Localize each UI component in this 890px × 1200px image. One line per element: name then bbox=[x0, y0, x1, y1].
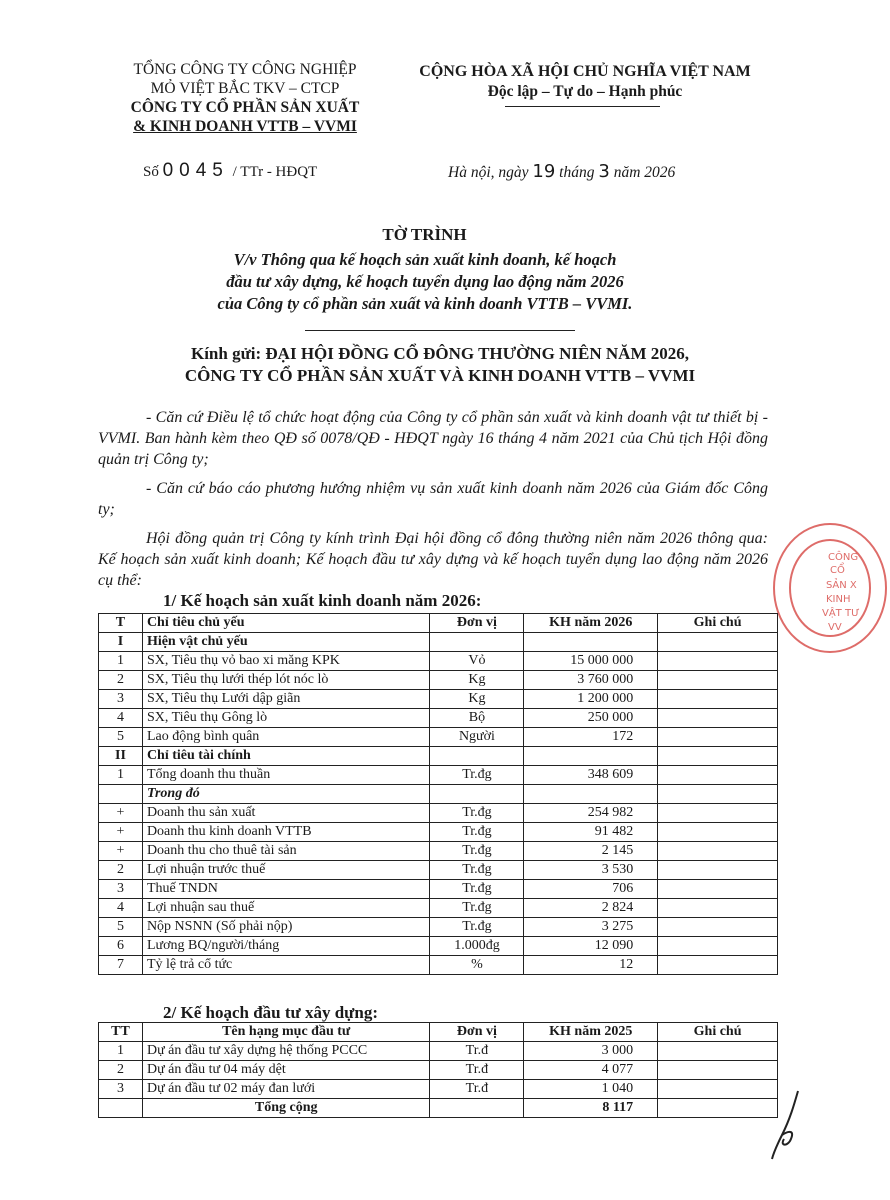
row-unit bbox=[430, 785, 524, 804]
date-year: năm 2026 bbox=[613, 164, 676, 181]
row-note bbox=[658, 899, 778, 918]
row-label: Hiện vật chủ yếu bbox=[142, 633, 430, 652]
row-unit: Vỏ bbox=[430, 652, 524, 671]
doc-number-value: 0045 bbox=[162, 160, 229, 181]
row-label: Chỉ tiêu tài chính bbox=[142, 747, 430, 766]
col-header: KH năm 2026 bbox=[524, 614, 658, 633]
row-note bbox=[658, 1061, 778, 1080]
row-unit: Tr.đg bbox=[430, 804, 524, 823]
col-header: TT bbox=[99, 1023, 143, 1042]
row-label: Doanh thu sản xuất bbox=[142, 804, 430, 823]
seal-text-2: CỔ bbox=[830, 565, 845, 576]
row-note bbox=[658, 823, 778, 842]
col-header: Đơn vị bbox=[430, 614, 524, 633]
table-row bbox=[99, 766, 778, 785]
row-unit: Tr.đg bbox=[430, 861, 524, 880]
seal-text-3: SẢN X bbox=[826, 580, 857, 591]
row-note bbox=[658, 652, 778, 671]
row-label: Tỷ lệ trả cổ tức bbox=[142, 956, 430, 975]
row-index: 1 bbox=[99, 766, 143, 785]
row-note bbox=[658, 785, 778, 804]
seal-text-1: CÔNG bbox=[828, 552, 859, 563]
document-title: TỜ TRÌNH bbox=[382, 225, 467, 244]
table-row bbox=[99, 690, 778, 709]
issuer-line-2: MỎ VIỆT BẮC TKV – CTCP bbox=[150, 80, 340, 97]
row-label: Lợi nhuận sau thuế bbox=[142, 899, 430, 918]
row-value: 3 000 bbox=[524, 1042, 658, 1061]
row-index: 1 bbox=[99, 1042, 143, 1061]
row-label: Dự án đầu tư 02 máy đan lưới bbox=[142, 1080, 430, 1099]
row-index: 2 bbox=[99, 671, 143, 690]
table-header-row bbox=[99, 614, 778, 633]
row-unit: Tr.đ bbox=[430, 1042, 524, 1061]
issuer-line-1: TỔNG CÔNG TY CÔNG NGHIỆP bbox=[133, 61, 357, 78]
row-index: 7 bbox=[99, 956, 143, 975]
row-value bbox=[524, 785, 658, 804]
col-header: T bbox=[99, 614, 143, 633]
national-motto: Độc lập – Tự do – Hạnh phúc bbox=[487, 83, 683, 100]
row-index: 6 bbox=[99, 937, 143, 956]
row-label: Dự án đầu tư 04 máy dệt bbox=[142, 1061, 430, 1080]
row-value: 2 145 bbox=[524, 842, 658, 861]
table-row bbox=[99, 956, 778, 975]
row-value: 172 bbox=[524, 728, 658, 747]
row-value bbox=[524, 633, 658, 652]
subject-divider bbox=[305, 330, 575, 331]
seal-text-6: VV bbox=[828, 622, 842, 633]
row-unit: Tr.đg bbox=[430, 899, 524, 918]
row-index: 2 bbox=[99, 861, 143, 880]
row-value: 91 482 bbox=[524, 823, 658, 842]
table-row bbox=[99, 880, 778, 899]
table-row bbox=[99, 861, 778, 880]
table-header-row bbox=[99, 1023, 778, 1042]
row-label: SX, Tiêu thụ vỏ bao xi măng KPK bbox=[142, 652, 430, 671]
national-header bbox=[390, 62, 780, 102]
row-label: Lao động bình quân bbox=[142, 728, 430, 747]
row-unit: Kg bbox=[430, 690, 524, 709]
row-value: 3 760 000 bbox=[524, 671, 658, 690]
row-index bbox=[99, 1099, 143, 1118]
row-note bbox=[658, 633, 778, 652]
row-index: + bbox=[99, 842, 143, 861]
table-row bbox=[99, 842, 778, 861]
table-row bbox=[99, 652, 778, 671]
row-unit: Tr.đ bbox=[430, 1080, 524, 1099]
paragraph-charter: - Căn cứ Điều lệ tổ chức hoạt động của Công ty cổ phần sản xuất và kinh doanh vật tư thiết bị - VVMI. Ban hành kèm theo QĐ số 0078/QĐ - HĐQT ngày 16 tháng 4 năm 2021 của Chủ tịch Hội đồng quản trị Công ty; bbox=[98, 409, 768, 468]
table-row bbox=[99, 709, 778, 728]
issuer-line-3: CÔNG TY CỔ PHẦN SẢN XUẤT bbox=[130, 99, 360, 116]
total-row bbox=[99, 1099, 778, 1118]
doc-number-suffix: / TTr - HĐQT bbox=[232, 164, 318, 180]
row-value: 12 090 bbox=[524, 937, 658, 956]
date-month: 3 bbox=[598, 161, 610, 182]
row-note bbox=[658, 1042, 778, 1061]
document-date bbox=[448, 161, 675, 182]
row-note bbox=[658, 842, 778, 861]
signature-mark bbox=[760, 1085, 820, 1165]
row-note bbox=[658, 861, 778, 880]
document-number bbox=[143, 160, 317, 182]
row-value: 1 040 bbox=[524, 1080, 658, 1099]
row-unit: Tr.đg bbox=[430, 766, 524, 785]
row-index: 5 bbox=[99, 918, 143, 937]
date-day: 19 bbox=[532, 161, 556, 182]
row-unit: Người bbox=[430, 728, 524, 747]
table-row bbox=[99, 1061, 778, 1080]
row-note bbox=[658, 747, 778, 766]
row-index: 4 bbox=[99, 709, 143, 728]
row-unit: Tr.đg bbox=[430, 880, 524, 899]
col-header: Ghi chú bbox=[658, 614, 778, 633]
row-note bbox=[658, 937, 778, 956]
row-note bbox=[658, 956, 778, 975]
row-label: SX, Tiêu thụ Gông lò bbox=[142, 709, 430, 728]
company-seal bbox=[770, 518, 890, 658]
row-note bbox=[658, 709, 778, 728]
row-unit bbox=[430, 747, 524, 766]
col-header: Chỉ tiêu chủ yếu bbox=[142, 614, 430, 633]
total-value: 8 117 bbox=[524, 1099, 658, 1118]
table-row bbox=[99, 728, 778, 747]
row-note bbox=[658, 880, 778, 899]
issuer-line-4: & KINH DOANH VTTB – VVMI bbox=[133, 118, 357, 135]
table-row bbox=[99, 747, 778, 766]
document-subject bbox=[110, 249, 740, 315]
date-place: Hà nội, ngày bbox=[448, 164, 529, 181]
recipient-line-2: CÔNG TY CỔ PHẦN SẢN XUẤT VÀ KINH DOANH VTTB – VVMI bbox=[184, 366, 696, 385]
table-row bbox=[99, 1080, 778, 1099]
row-label: Tổng doanh thu thuần bbox=[142, 766, 430, 785]
row-label: Lương BQ/người/tháng bbox=[142, 937, 430, 956]
subject-line-2: đầu tư xây dựng, kế hoạch tuyển dụng lao động năm 2026 bbox=[226, 272, 624, 291]
row-value: 4 077 bbox=[524, 1061, 658, 1080]
row-unit: Kg bbox=[430, 671, 524, 690]
row-note bbox=[658, 728, 778, 747]
row-index: 4 bbox=[99, 899, 143, 918]
row-value bbox=[524, 747, 658, 766]
section-1-heading: 1/ Kế hoạch sản xuất kinh doanh năm 2026: bbox=[163, 591, 482, 610]
table-row bbox=[99, 823, 778, 842]
row-note bbox=[658, 804, 778, 823]
motto-underline bbox=[505, 106, 660, 107]
col-header: Ghi chú bbox=[658, 1023, 778, 1042]
national-title: CỘNG HÒA XÃ HỘI CHỦ NGHĨA VIỆT NAM bbox=[419, 63, 751, 80]
row-value: 254 982 bbox=[524, 804, 658, 823]
total-label: Tổng cộng bbox=[142, 1099, 430, 1118]
row-unit: 1.000đg bbox=[430, 937, 524, 956]
col-header: KH năm 2025 bbox=[524, 1023, 658, 1042]
row-index: 2 bbox=[99, 1061, 143, 1080]
row-index: 1 bbox=[99, 652, 143, 671]
row-value: 706 bbox=[524, 880, 658, 899]
row-value: 15 000 000 bbox=[524, 652, 658, 671]
table-row bbox=[99, 918, 778, 937]
row-index: 3 bbox=[99, 1080, 143, 1099]
row-value: 3 530 bbox=[524, 861, 658, 880]
section-2-heading: 2/ Kế hoạch đầu tư xây dựng: bbox=[163, 1003, 378, 1022]
row-unit: Tr.đg bbox=[430, 823, 524, 842]
table-row bbox=[99, 804, 778, 823]
table-row bbox=[99, 899, 778, 918]
row-unit: Bộ bbox=[430, 709, 524, 728]
row-unit: % bbox=[430, 956, 524, 975]
row-index: I bbox=[99, 633, 143, 652]
row-label: Nộp NSNN (Số phải nộp) bbox=[142, 918, 430, 937]
row-value: 1 200 000 bbox=[524, 690, 658, 709]
col-header: Đơn vị bbox=[430, 1023, 524, 1042]
row-label: Lợi nhuận trước thuế bbox=[142, 861, 430, 880]
row-label: Trong đó bbox=[142, 785, 430, 804]
business-plan-table bbox=[98, 613, 778, 975]
row-note bbox=[658, 690, 778, 709]
row-value: 3 275 bbox=[524, 918, 658, 937]
investment-plan-table bbox=[98, 1022, 778, 1118]
row-note bbox=[658, 918, 778, 937]
date-month-label: tháng bbox=[559, 164, 595, 181]
row-index: + bbox=[99, 823, 143, 842]
paragraph-report: - Căn cứ báo cáo phương hướng nhiệm vụ sản xuất kinh doanh năm 2026 của Giám đốc Công ty; bbox=[98, 480, 768, 518]
row-index: 3 bbox=[99, 880, 143, 899]
row-index bbox=[99, 785, 143, 804]
seal-text-4: KINH bbox=[826, 594, 851, 605]
seal-text-5: VẬT TƯ bbox=[822, 608, 860, 619]
row-value: 12 bbox=[524, 956, 658, 975]
row-note bbox=[658, 766, 778, 785]
doc-number-prefix: Số bbox=[143, 164, 159, 180]
table-row bbox=[99, 1042, 778, 1061]
row-label: SX, Tiêu thụ Lưới dập giãn bbox=[142, 690, 430, 709]
row-label: Doanh thu cho thuê tài sản bbox=[142, 842, 430, 861]
row-value: 2 824 bbox=[524, 899, 658, 918]
row-unit bbox=[430, 1099, 524, 1118]
subject-line-1: V/v Thông qua kế hoạch sản xuất kinh doanh, kế hoạch bbox=[233, 250, 617, 269]
row-index: 3 bbox=[99, 690, 143, 709]
row-unit: Tr.đg bbox=[430, 918, 524, 937]
subject-line-3: của Công ty cổ phần sản xuất và kinh doanh VTTB – VVMI. bbox=[217, 294, 633, 313]
issuer-block bbox=[95, 60, 395, 136]
row-label: Dự án đầu tư xây dựng hệ thống PCCC bbox=[142, 1042, 430, 1061]
col-header: Tên hạng mục đầu tư bbox=[142, 1023, 430, 1042]
row-unit: Tr.đ bbox=[430, 1061, 524, 1080]
recipient bbox=[100, 343, 780, 387]
row-label: Doanh thu kinh doanh VTTB bbox=[142, 823, 430, 842]
row-label: Thuế TNDN bbox=[142, 880, 430, 899]
paragraph-proposal: Hội đồng quản trị Công ty kính trình Đại hội đồng cổ đông thường niên năm 2026 thông qua: Kế hoạch sản xuất kinh doanh; Kế hoạch đầu tư xây dựng và kế hoạch tuyển dụng lao động năm 2026 cụ thể: bbox=[98, 530, 768, 589]
table-row bbox=[99, 671, 778, 690]
row-unit bbox=[430, 633, 524, 652]
row-label: SX, Tiêu thụ lưới thép lót nóc lò bbox=[142, 671, 430, 690]
row-value: 348 609 bbox=[524, 766, 658, 785]
recipient-line-1: Kính gửi: ĐẠI HỘI ĐỒNG CỔ ĐÔNG THƯỜNG NIÊN NĂM 2026, bbox=[190, 344, 690, 363]
row-index: 5 bbox=[99, 728, 143, 747]
row-index: II bbox=[99, 747, 143, 766]
table-row bbox=[99, 633, 778, 652]
row-index: + bbox=[99, 804, 143, 823]
row-note bbox=[658, 671, 778, 690]
row-value: 250 000 bbox=[524, 709, 658, 728]
table-row bbox=[99, 785, 778, 804]
table-row bbox=[99, 937, 778, 956]
row-unit: Tr.đg bbox=[430, 842, 524, 861]
